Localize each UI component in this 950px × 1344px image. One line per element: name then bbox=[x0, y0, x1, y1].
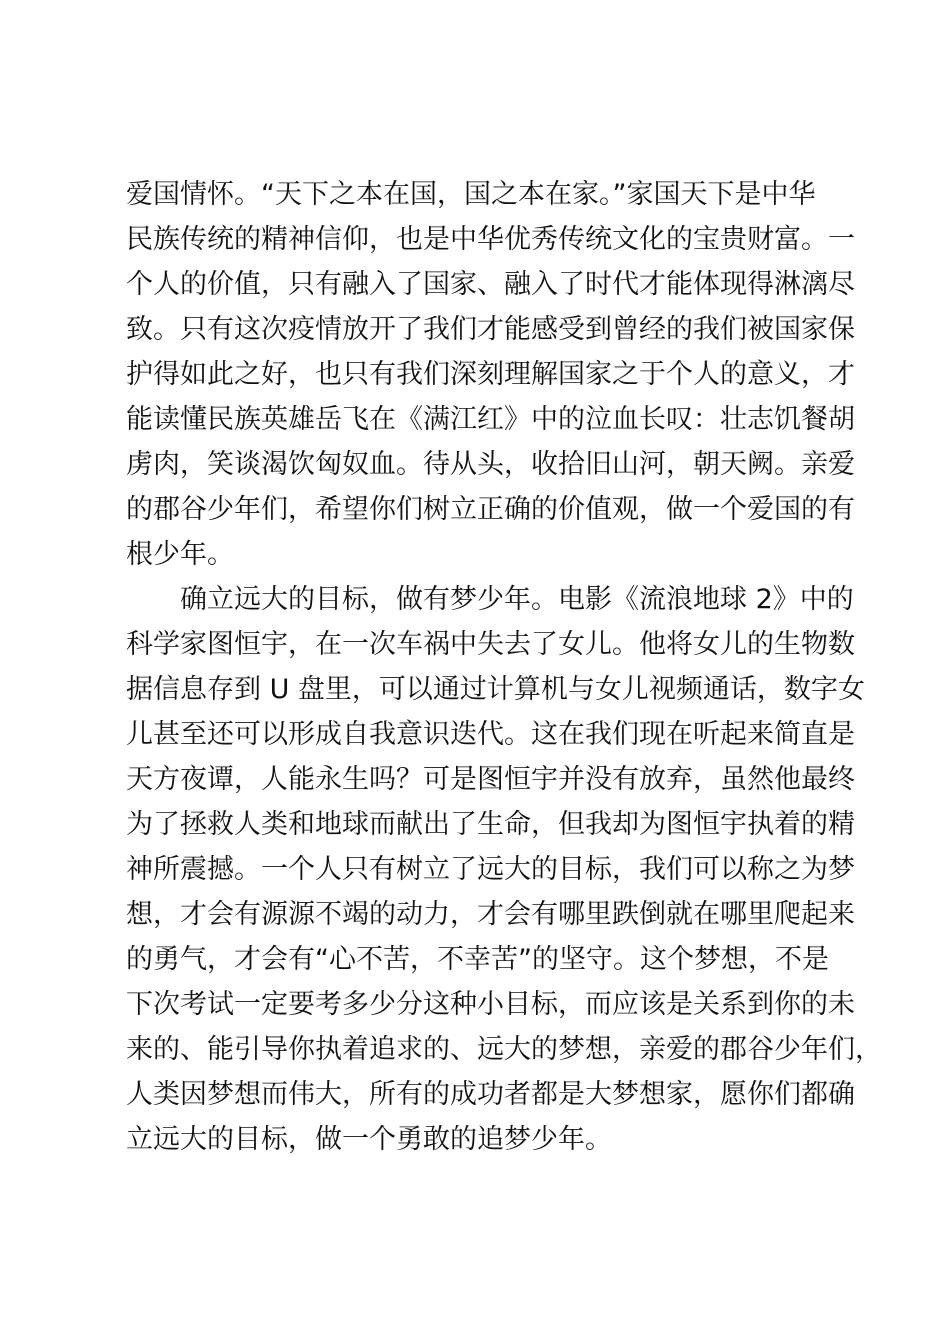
text-line: 爱国情怀。“天下之本在国，国之本在家。”家国天下是中华 bbox=[126, 179, 816, 210]
text-line: 立远大的目标，做一个勇敢的追梦少年。 bbox=[126, 1124, 612, 1155]
text-line: 想，才会有源源不竭的动力，才会有哪里跌倒就在哪里爬起来 bbox=[126, 899, 855, 930]
text-line: 个人的价值，只有融入了国家、融入了时代才能体现得淋漓尽 bbox=[126, 269, 855, 300]
text-line: 天方夜谭，人能永生吗？可是图恒宇并没有放弃，虽然他最终 bbox=[126, 764, 855, 795]
text-line: 来的、能引导你执着追求的、远大的梦想，亲爱的郡谷少年们， bbox=[126, 1034, 882, 1065]
text-line: 科学家图恒宇，在一次车祸中失去了女儿。他将女儿的生物数 bbox=[126, 629, 855, 660]
text-line: 确立远大的目标，做有梦少年。电影《流浪地球 2》中的 bbox=[126, 584, 854, 615]
text-line: 下次考试一定要考多少分这种小目标，而应该是关系到你的未 bbox=[126, 989, 855, 1020]
text-line: 神所震撼。一个人只有树立了远大的目标，我们可以称之为梦 bbox=[126, 854, 855, 885]
paragraph-2 bbox=[126, 577, 882, 1162]
body-text bbox=[126, 172, 882, 1162]
text-line: 根少年。 bbox=[126, 539, 234, 570]
text-line: 护得如此之好，也只有我们深刻理解国家之于个人的意义，才 bbox=[126, 359, 855, 390]
text-line: 的郡谷少年们，希望你们树立正确的价值观，做一个爱国的有 bbox=[126, 494, 855, 525]
text-line: 能读懂民族英雄岳飞在《满江红》中的泣血长叹：壮志饥餐胡 bbox=[126, 404, 855, 435]
text-line: 虏肉，笑谈渴饮匈奴血。待从头，收拾旧山河，朝天阙。亲爱 bbox=[126, 449, 855, 480]
text-line: 民族传统的精神信仰，也是中华优秀传统文化的宝贵财富。一 bbox=[126, 224, 855, 255]
text-line: 为了拯救人类和地球而献出了生命，但我却为图恒宇执着的精 bbox=[126, 809, 855, 840]
text-line: 据信息存到 U 盘里，可以通过计算机与女儿视频通话，数字女 bbox=[126, 674, 865, 705]
text-line: 的勇气，才会有“心不苦，不幸苦”的坚守。这个梦想，不是 bbox=[126, 944, 829, 975]
paragraph-1 bbox=[126, 172, 855, 577]
text-line: 儿甚至还可以形成自我意识迭代。这在我们现在听起来简直是 bbox=[126, 719, 855, 750]
text-line: 致。只有这次疫情放开了我们才能感受到曾经的我们被国家保 bbox=[126, 314, 855, 345]
text-line: 人类因梦想而伟大，所有的成功者都是大梦想家，愿你们都确 bbox=[126, 1079, 855, 1110]
